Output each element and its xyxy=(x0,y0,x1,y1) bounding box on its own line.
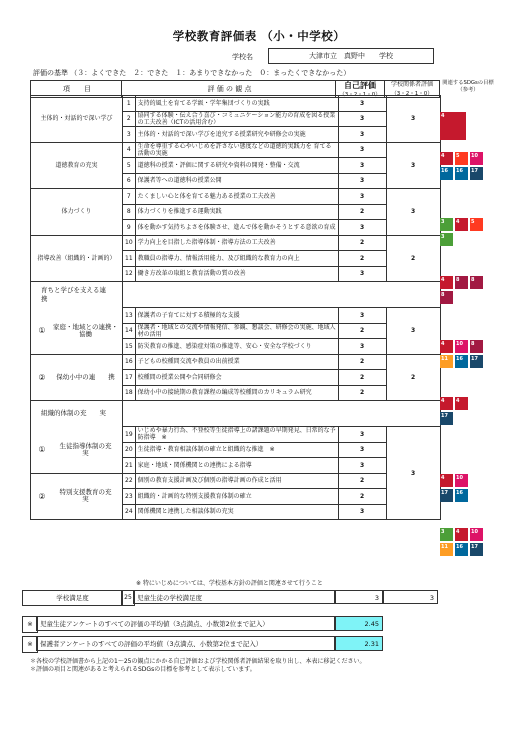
sdg-group-5b xyxy=(440,397,500,427)
row-number: 16 xyxy=(123,354,136,370)
page-title: 学校教育評価表 （小・中学校） xyxy=(172,29,346,43)
section-title: 育ちと学びを支える連 携 xyxy=(41,285,119,303)
survey-parent-text: 保護者アンケートのすべての評価の平均値（3点満点、小数第2位まで記入） xyxy=(36,636,335,651)
header-related-note: （3・2・1・0） xyxy=(391,91,433,97)
criteria-text: 評価の基準 （３：よくできた ２：できた １：あまりできなかった ０：まったくできなかった） xyxy=(33,69,351,77)
category-c5b xyxy=(31,354,123,401)
section-header xyxy=(31,401,123,427)
self-score[interactable]: 2 xyxy=(338,354,386,370)
sdg-10-icon: 10 xyxy=(455,340,468,353)
satisfaction-related[interactable]: 3 xyxy=(383,590,438,604)
category-c3: 体力づくり xyxy=(31,189,123,236)
row-viewpoint: 体を動かす気持ちよさを体験させ、進んで体を動かそうとする意欲の育成 xyxy=(135,220,338,236)
sdg-3-icon: 3 xyxy=(440,218,453,231)
category-c6b xyxy=(31,473,123,520)
row-viewpoint: 道徳科の授業・評価に関する研究や資料の開発・整備・交流 xyxy=(135,158,338,174)
subsection-title: 家庭・地域との連携・協働 xyxy=(53,322,118,338)
bullying-note: ※ 特にいじめについては、学校基本方針の評価と関連させて行うこと xyxy=(136,580,323,587)
row-viewpoint: 支持的風土を育てる学級・学年集団づくりの実践 xyxy=(135,96,338,112)
row-number: 11 xyxy=(123,251,136,267)
satisfaction-label: 学校満足度 xyxy=(22,590,123,606)
row-viewpoint: 生命を尊重する心やいじめを許さない態度などの道徳的実践力を 育てる活動の実施 xyxy=(135,142,338,158)
header-viewpoint: 評 価 の 観 点 xyxy=(121,80,338,98)
section-header xyxy=(31,282,123,308)
survey-student-value[interactable]: 2.45 xyxy=(335,616,383,631)
subsection-number: ② xyxy=(38,372,46,382)
row-number: 20 xyxy=(123,442,136,458)
sdg-group-6a xyxy=(440,474,500,519)
survey-parent-mark: ※ xyxy=(22,636,38,653)
sdg-group-2 xyxy=(440,152,500,212)
row-viewpoint: 学力向上を目指した指導体制・指導方法の工夫改善 xyxy=(135,235,338,251)
sdg-17-icon: 17 xyxy=(470,355,483,368)
sdg-17-icon: 17 xyxy=(470,543,483,556)
row-viewpoint: たくましい心と体を育てる魅力ある授業の工夫改善 xyxy=(135,189,338,205)
self-score[interactable]: 2 xyxy=(338,370,386,386)
sdg-8-icon: 8 xyxy=(470,276,483,289)
self-score[interactable]: 3 xyxy=(338,189,386,205)
sdg-5-icon: 5 xyxy=(470,218,483,231)
sdg-4-icon: 4 xyxy=(455,528,468,541)
row-number: 15 xyxy=(123,339,136,355)
row-number: 12 xyxy=(123,266,136,282)
sdg-4-icon: 4 xyxy=(440,152,453,165)
satisfaction-number: 25 xyxy=(121,590,135,606)
sdg-8-icon: 8 xyxy=(470,340,483,353)
sdg-10-icon: 10 xyxy=(470,528,483,541)
section-spacer xyxy=(123,282,441,308)
self-score[interactable]: 3 xyxy=(338,339,386,355)
satisfaction-text: 児童生徒の学校満足度 xyxy=(133,590,335,604)
self-score[interactable]: 2 xyxy=(338,473,386,489)
self-score[interactable]: 3 xyxy=(338,308,386,324)
related-score[interactable]: 2 xyxy=(386,235,440,282)
category-c2: 道徳教育の充実 xyxy=(31,142,123,189)
self-score[interactable]: 2 xyxy=(338,204,386,220)
sdg-4-icon: 4 xyxy=(440,397,453,410)
row-number: 6 xyxy=(123,173,136,189)
row-number: 5 xyxy=(123,158,136,174)
self-score[interactable]: 2 xyxy=(338,489,386,505)
related-score[interactable]: 2 xyxy=(386,354,440,401)
evaluation-table xyxy=(30,80,441,520)
self-score[interactable]: 3 xyxy=(338,142,386,158)
self-score[interactable]: 3 xyxy=(338,442,386,458)
subsection-title: 生徒指導体制の充 実 xyxy=(59,441,125,457)
row-number: 9 xyxy=(123,220,136,236)
survey-parent-value[interactable]: 2.31 xyxy=(335,636,383,651)
footnote-2: ＊評価の項目と関連があると考えられるSDGsの目標を参考として表示しています。 xyxy=(30,666,256,673)
sdg-11-icon: 11 xyxy=(440,543,453,556)
header-self-note: （3・2・1・0） xyxy=(339,92,381,98)
section-title: 組織的体制の充 実 xyxy=(41,409,106,418)
sdg-17-icon: 17 xyxy=(470,167,483,180)
sdg-10-icon: 10 xyxy=(455,474,468,487)
row-number: 4 xyxy=(123,142,136,158)
row-viewpoint: 個別の教育支援計画及び個別の指導計画の作成と活用 xyxy=(135,473,338,489)
table-row xyxy=(31,473,441,489)
sdg-group-3 xyxy=(440,218,500,248)
self-score[interactable]: 3 xyxy=(338,220,386,236)
row-viewpoint: 校種間の授業公開や合同研修会 xyxy=(135,370,338,386)
sdg-3-icon: 3 xyxy=(440,528,453,541)
table-row xyxy=(31,308,441,324)
self-score[interactable]: 3 xyxy=(338,96,386,112)
row-viewpoint: 働き方改革の取組と教育活動の質の改善 xyxy=(135,266,338,282)
sdg-group-6b xyxy=(440,528,500,573)
footnote-1: ＊各校の学校評価書から上記の1～25の観点にかかる自己評価および学校関係者評価結果を取り出し、本表に移記ください。 xyxy=(30,658,366,665)
table-row xyxy=(31,235,441,251)
sdg-11-icon: 11 xyxy=(440,355,453,368)
row-number: 8 xyxy=(123,204,136,220)
header-related-label: 学校関係者評価 xyxy=(390,81,433,88)
row-number: 1 xyxy=(123,96,136,112)
row-number: 3 xyxy=(123,127,136,143)
related-score[interactable]: 3 xyxy=(386,96,440,143)
row-viewpoint: 組織的・計画的な特別支援教育体制の確立 xyxy=(135,489,338,505)
school-label: 学校名 xyxy=(232,53,253,61)
sdg-4-icon: 4 xyxy=(440,112,466,140)
row-number: 21 xyxy=(123,458,136,474)
sdg-16-icon: 16 xyxy=(455,543,468,556)
sdg-16-icon: 16 xyxy=(440,167,453,180)
row-number: 10 xyxy=(123,235,136,251)
self-score[interactable]: 3 xyxy=(338,427,386,443)
sdg-group-5a xyxy=(440,340,500,385)
sdg-17-icon: 17 xyxy=(440,412,453,425)
related-score[interactable]: 3 xyxy=(386,189,440,236)
sdg-16-icon: 16 xyxy=(455,355,468,368)
subsection-title: 特別支援教育の充 実 xyxy=(59,488,125,504)
row-viewpoint: 教職員の指導力、情報活用能力、及び組織的な教育力の向上 xyxy=(135,251,338,267)
related-score[interactable]: 3 xyxy=(386,308,440,355)
row-viewpoint: いじめや暴力行為、不登校等生徒指導上の諸課題の早期発見、日常的な予防指導 ※ xyxy=(135,427,338,443)
row-viewpoint: 協同する体験・伝え合う喜び・コミュニケーション能力の育成を図る授業の工夫改善（ICTの活用含む） xyxy=(135,111,338,127)
row-number: 14 xyxy=(123,323,136,339)
sdg-5-icon: 5 xyxy=(455,152,468,165)
self-score[interactable]: 2 xyxy=(338,385,386,401)
row-viewpoint: 家庭・地域・関係機関との連携による指導 xyxy=(135,458,338,474)
survey-student-text: 児童生徒アンケートのすべての評価の平均値（3点満点、小数第2位まで記入） xyxy=(36,616,335,631)
sdg-8-icon: 8 xyxy=(440,291,453,304)
row-viewpoint: 保護者等への道徳科の授業公開 xyxy=(135,173,338,189)
self-score[interactable]: 2 xyxy=(338,251,386,267)
table-row xyxy=(31,189,441,205)
row-viewpoint: 関係機関と連携した相談体制の充実 xyxy=(135,504,338,520)
subsection-number: ② xyxy=(38,491,46,501)
row-number: 2 xyxy=(123,111,136,127)
header-item: 項 目 xyxy=(30,80,124,98)
row-viewpoint: 体力づくりを推進する運動実践 xyxy=(135,204,338,220)
sdg-group-1 xyxy=(440,112,500,142)
row-viewpoint: 生徒指導・教育相談体制の確立と組織的な推進 ※ xyxy=(135,442,338,458)
self-score[interactable]: 2 xyxy=(338,235,386,251)
header-self-label: 自己評価 xyxy=(344,81,376,90)
sdg-10-icon: 10 xyxy=(470,152,483,165)
self-score[interactable]: 3 xyxy=(338,173,386,189)
row-number: 23 xyxy=(123,489,136,505)
category-c4: 指導改善（組織的・計画的） xyxy=(31,235,123,282)
self-score[interactable]: 3 xyxy=(338,111,386,127)
row-viewpoint: 保幼小中の接続期の教育課程の編成等校種間のカリキュラム研究 xyxy=(135,385,338,401)
sdg-4-icon: 4 xyxy=(440,340,453,353)
sdg-4-icon: 4 xyxy=(455,397,468,410)
subsection-number: ① xyxy=(38,445,46,454)
survey-student-mark: ※ xyxy=(22,616,38,633)
category-c6a xyxy=(31,427,123,474)
table-row xyxy=(31,427,441,443)
self-score[interactable]: 3 xyxy=(338,158,386,174)
subsection-number: ① xyxy=(38,326,46,335)
row-number: 13 xyxy=(123,308,136,324)
row-viewpoint: 保護者の子育てに対する積極的な支援 xyxy=(135,308,338,324)
sdg-17-icon: 17 xyxy=(440,489,453,502)
table-row xyxy=(31,354,441,370)
school-name-field[interactable]: 大津市立 真野中 学校 xyxy=(268,48,434,64)
table-row xyxy=(31,142,441,158)
sdg-4-icon: 4 xyxy=(455,218,468,231)
self-score[interactable]: 3 xyxy=(338,127,386,143)
header-sdgs: 関連するSDGsの目標（参考） xyxy=(442,80,494,93)
sdg-8-icon: 8 xyxy=(455,276,468,289)
row-viewpoint: 保護者・地域との交流や情報発信、参観、懇談会、研修会の実施、地域人材の活用 xyxy=(135,323,338,339)
sdg-16-icon: 16 xyxy=(455,167,468,180)
table-row xyxy=(31,96,441,112)
category-c5a xyxy=(31,308,123,355)
category-c1: 主体的・対話的で深い学び xyxy=(31,96,123,143)
self-score[interactable]: 3 xyxy=(338,504,386,520)
sdg-group-4 xyxy=(440,276,500,306)
row-number: 18 xyxy=(123,385,136,401)
row-viewpoint: 主体的・対話的で深い学びを追究する授業研究や研修会の実施 xyxy=(135,127,338,143)
row-viewpoint: 防災教育の推進、感染症対策の推進等、安心・安全な学校づくり xyxy=(135,339,338,355)
section-spacer xyxy=(123,401,441,427)
row-number: 24 xyxy=(123,504,136,520)
self-score[interactable]: 3 xyxy=(338,266,386,282)
self-score[interactable]: 2 xyxy=(338,323,386,339)
sdg-4-icon: 4 xyxy=(440,474,453,487)
sdg-3-icon: 3 xyxy=(440,233,453,246)
related-score[interactable]: 3 xyxy=(386,427,440,520)
self-score[interactable]: 3 xyxy=(338,458,386,474)
sdg-16-icon: 16 xyxy=(455,489,468,502)
sdg-4-icon: 4 xyxy=(440,276,453,289)
related-score[interactable]: 3 xyxy=(386,142,440,189)
satisfaction-self[interactable]: 3 xyxy=(335,590,383,604)
subsection-title: 保幼小中の連 携 xyxy=(56,372,115,381)
row-number: 22 xyxy=(123,473,136,489)
row-number: 19 xyxy=(123,427,136,443)
row-number: 7 xyxy=(123,189,136,205)
row-viewpoint: 子どもの校種間交流や教員の出前授業 xyxy=(135,354,338,370)
row-number: 17 xyxy=(123,370,136,386)
